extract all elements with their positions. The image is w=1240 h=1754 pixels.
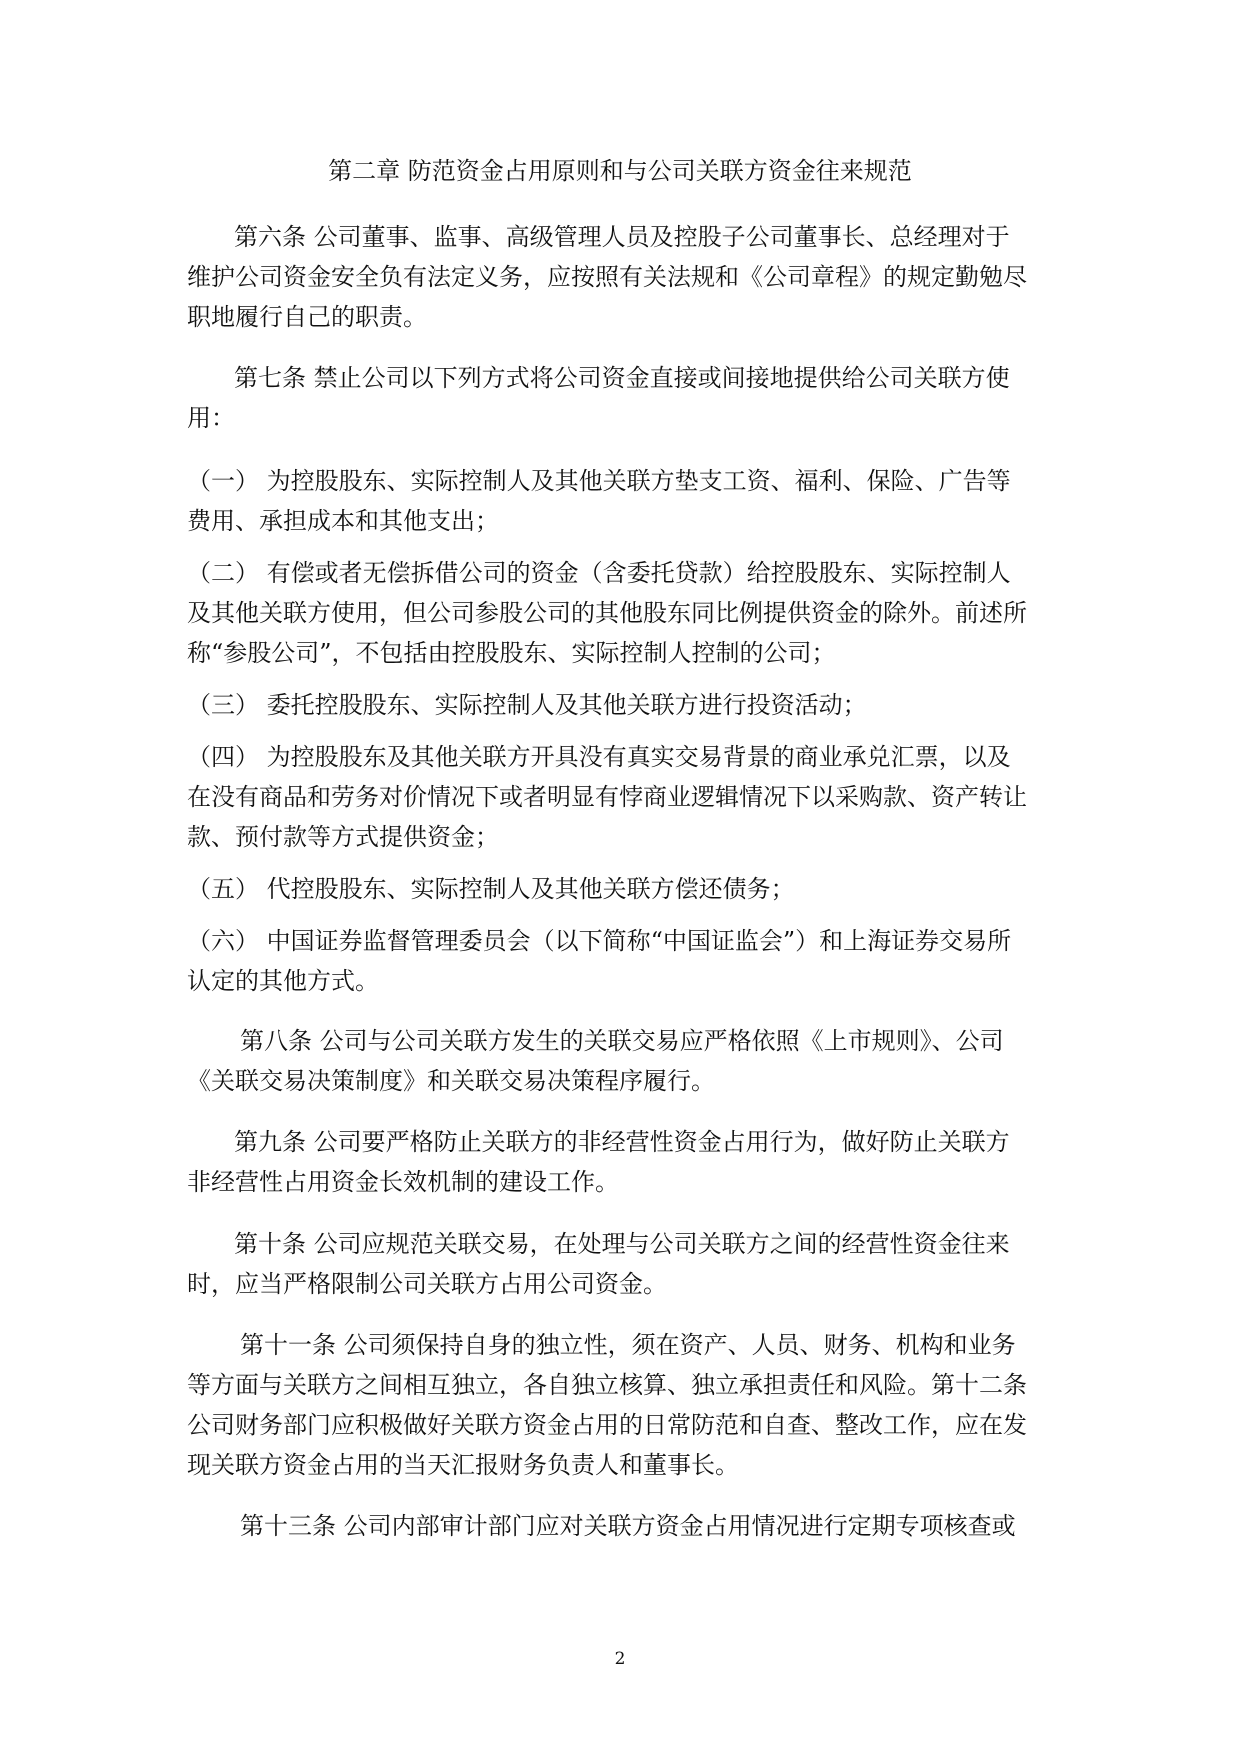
chapter-title: 第二章 防范资金占用原则和与公司关联方资金往来规范 xyxy=(328,157,912,185)
text-line: 费用、承担成本和其他支出； xyxy=(187,507,499,535)
text-line: （六） 中国证券监督管理委员会（以下简称“中国证监会”）和上海证券交易所 xyxy=(187,927,1012,955)
text-line: 等方面与关联方之间相互独立，各自独立核算、独立承担责任和风险。第十二条 xyxy=(187,1371,1027,1399)
text-line: （一） 为控股股东、实际控制人及其他关联方垫支工资、福利、保险、广告等 xyxy=(187,467,1011,495)
text-line: 第十三条 公司内部审计部门应对关联方资金占用情况进行定期专项核查或 xyxy=(240,1512,1016,1540)
text-line: 在没有商品和劳务对价情况下或者明显有悖商业逻辑情况下以采购款、资产转让 xyxy=(187,783,1027,811)
text-line: 用： xyxy=(187,404,235,432)
text-line: 公司财务部门应积极做好关联方资金占用的日常防范和自查、整改工作，应在发 xyxy=(187,1411,1027,1439)
text-line: （四） 为控股股东及其他关联方开具没有真实交易背景的商业承兑汇票，以及 xyxy=(187,743,1011,771)
text-line: 时，应当严格限制公司关联方占用公司资金。 xyxy=(187,1270,667,1298)
text-line: （三） 委托控股股东、实际控制人及其他关联方进行投资活动； xyxy=(187,691,867,719)
text-line: 第十条 公司应规范关联交易，在处理与公司关联方之间的经营性资金往来 xyxy=(234,1230,1010,1258)
text-line: 维护公司资金安全负有法定义务，应按照有关法规和《公司章程》的规定勤勉尽 xyxy=(187,263,1027,291)
text-line: 第七条 禁止公司以下列方式将公司资金直接或间接地提供给公司关联方使 xyxy=(234,364,1010,392)
text-line: （五） 代控股股东、实际控制人及其他关联方偿还债务； xyxy=(187,875,795,903)
text-line: （二） 有偿或者无偿拆借公司的资金（含委托贷款）给控股股东、实际控制人 xyxy=(187,559,1011,587)
text-line: 及其他关联方使用，但公司参股公司的其他股东同比例提供资金的除外。前述所 xyxy=(187,599,1027,627)
text-line: 认定的其他方式。 xyxy=(187,967,379,995)
text-line: 第六条 公司董事、监事、高级管理人员及控股子公司董事长、总经理对于 xyxy=(234,223,1010,251)
text-line: 第九条 公司要严格防止关联方的非经营性资金占用行为，做好防止关联方 xyxy=(234,1128,1010,1156)
text-line: 现关联方资金占用的当天汇报财务负责人和董事长。 xyxy=(187,1451,739,1479)
text-line: 《关联交易决策制度》和关联交易决策程序履行。 xyxy=(187,1067,715,1095)
text-line: 款、预付款等方式提供资金； xyxy=(187,823,499,851)
page-number: 2 xyxy=(614,1649,626,1669)
text-line: 第八条 公司与公司关联方发生的关联交易应严格依照《上市规则》、公司 xyxy=(240,1027,1004,1055)
text-line: 第十一条 公司须保持自身的独立性，须在资产、人员、财务、机构和业务 xyxy=(240,1331,1016,1359)
text-line: 称“参股公司”，不包括由控股股东、实际控制人控制的公司； xyxy=(187,639,836,667)
text-line: 职地履行自己的职责。 xyxy=(187,303,427,331)
text-line: 非经营性占用资金长效机制的建设工作。 xyxy=(187,1168,619,1196)
